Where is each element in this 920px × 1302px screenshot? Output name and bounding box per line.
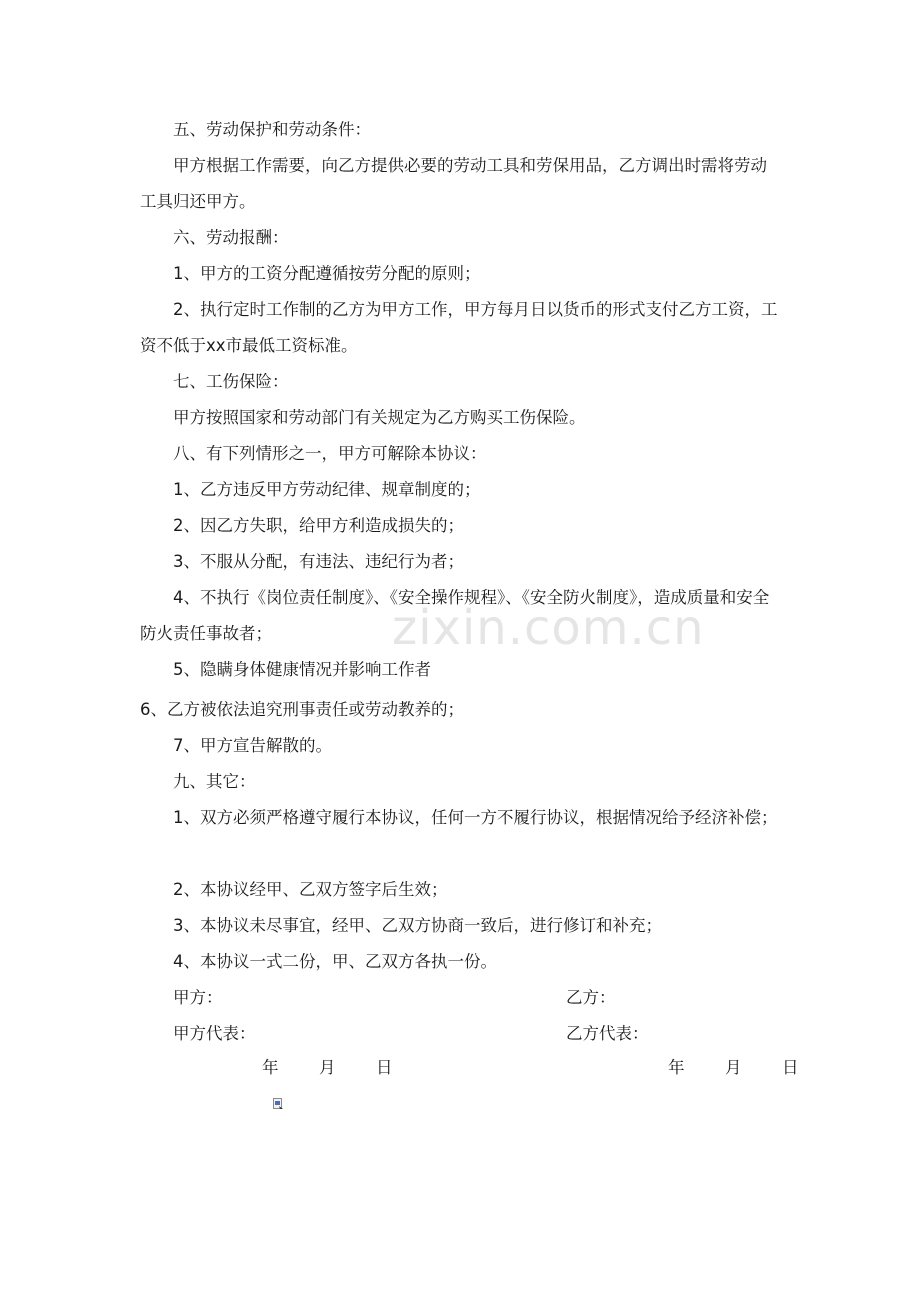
date-year: 年 — [262, 1058, 279, 1077]
clause-8-1: 1、乙方违反甲方劳动纪律、规章制度的； — [173, 480, 481, 499]
clause-6-1: 1、甲方的工资分配遵循按劳分配的原则； — [173, 264, 481, 283]
date-month: 月 — [725, 1058, 742, 1077]
clause-8-7: 7、甲方宣告解散的。 — [173, 736, 332, 755]
clause-8-4: 4、不执行《岗位责任制度》、《安全操作规程》、《安全防火制度》，造成质量和安全防火责任事故者； — [140, 588, 770, 643]
date-month: 月 — [319, 1058, 336, 1077]
clause-8-6: 6、乙方被依法追究刑事责任或劳动教养的； — [140, 700, 464, 719]
clause-6-2: 2、执行定时工作制的乙方为甲方工作，甲方每月日以货币的形式支付乙方工资，工资不低于xx市最低工资标准。 — [140, 300, 778, 355]
section-heading-7: 七、工伤保险： — [173, 372, 289, 391]
section-heading-9: 九、其它： — [173, 772, 256, 791]
clause-8-2: 2、因乙方失职，给甲方利造成损失的； — [173, 516, 464, 535]
section-heading-6: 六、劳动报酬： — [173, 228, 289, 247]
clause-8-3: 3、不服从分配，有违法、违纪行为者； — [173, 552, 464, 571]
clause-9-3: 3、本协议未尽事宜，经甲、乙双方协商一致后，进行修订和补充； — [173, 916, 662, 935]
section-heading-5: 五、劳动保护和劳动条件： — [173, 120, 371, 139]
paragraph-injury-insurance: 甲方按照国家和劳动部门有关规定为乙方购买工伤保险。 — [173, 408, 586, 427]
clause-9-1: 1、双方必须严格遵守履行本协议，任何一方不履行协议，根据情况给予经济补偿； — [173, 808, 778, 827]
date-year: 年 — [668, 1058, 685, 1077]
date-day: 日 — [782, 1058, 799, 1077]
paragraph-labor-tools: 甲方根据工作需要，向乙方提供必要的劳动工具和劳保用品，乙方调出时需将劳动工具归还甲方。 — [140, 156, 767, 211]
clause-8-5: 5、隐瞒身体健康情况并影响工作者 — [173, 660, 431, 679]
party-a-rep-label: 甲方代表： — [173, 1024, 256, 1043]
date-day: 日 — [376, 1058, 393, 1077]
broken-image-icon — [273, 1098, 284, 1110]
clause-9-4: 4、本协议一式二份，甲、乙双方各执一份。 — [173, 952, 497, 971]
party-a-label: 甲方： — [173, 988, 223, 1007]
party-a-date — [262, 1050, 393, 1086]
party-b-label: 乙方： — [566, 988, 616, 1007]
clause-9-2: 2、本协议经甲、乙双方签字后生效； — [173, 880, 448, 899]
party-b-rep-label: 乙方代表： — [566, 1024, 649, 1043]
party-b-date — [668, 1050, 799, 1086]
section-heading-8: 八、有下列情形之一，甲方可解除本协议： — [173, 444, 487, 463]
watermark: zixin.com.cn — [392, 600, 705, 656]
